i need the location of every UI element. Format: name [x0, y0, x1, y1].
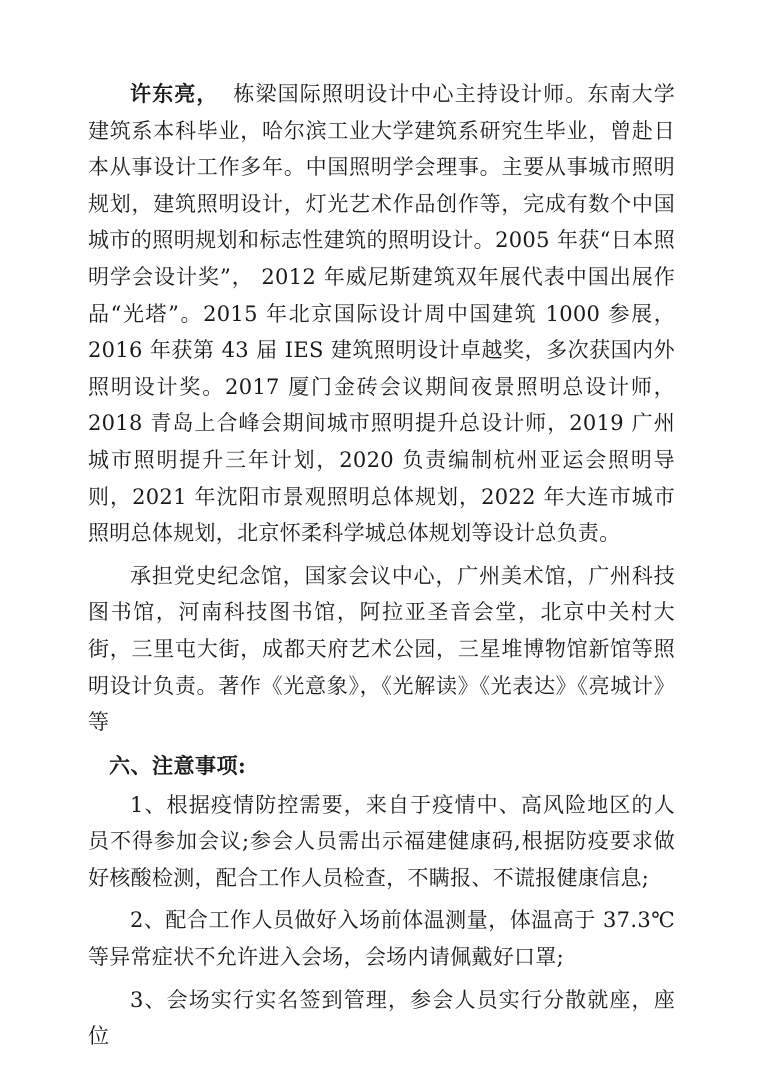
- projects-paragraph: 承担党史纪念馆，国家会议中心，广州美术馆，广州科技图书馆，河南科技图书馆，阿拉亚圣音会堂，北京中关村大街，三里屯大街，成都天府艺术公园，三星堆博物馆新馆等照明设计负责。著作《光意象》，《光解读》《光表达》《亮城计》等: [88, 563, 675, 735]
- section-heading: 六、注意事项:: [109, 752, 247, 778]
- bio-text: 栋梁国际照明设计中心主持设计师。东南大学建筑系本科毕业，哈尔滨工业大学建筑系研究生毕业，曾赴日本从事设计工作多年。中国照明学会理事。主要从事城市照明规划，建筑照明设计，灯光艺术作品创作等，完成有数个中国城市的照明规划和标志性建筑的照明设计。2005 年获“日本照明学会设计奖”， 2012 年威尼斯建筑双年展代表中国出展作品“光塔”。2015 年北京国际设计周中国建筑 1000 参展，2016 年获第 43 届 IES 建筑照明设计卓越奖，多次获国内外照明设计奖。2017 厦门金砖会议期间夜景照明总设计师，2018 青岛上合峰会期间城市照明提升总设计师，2019 广州城市照明提升三年计划，2020 负责编制杭州亚运会照明导则，2021 年沈阳市景观照明总体规划，2022 年大连市城市照明总体规划，北京怀柔科学城总体规划等设计总负责。: [88, 82, 675, 546]
- notice-item-3: 3、会场实行实名签到管理，参会人员实行分散就座，座位: [88, 987, 675, 1049]
- notice-item-2: 2、配合工作人员做好入场前体温测量，体温高于 37.3℃等异常症状不允许进入会场，会场内请佩戴好口罩;: [88, 908, 675, 970]
- person-name: 许东亮，: [130, 81, 219, 106]
- bio-paragraph: [88, 76, 675, 552]
- notice-item-1: 1、根据疫情防控需要，来自于疫情中、高风险地区的人员不得参加会议;参会人员需出示福建健康码,根据防疫要求做好核酸检测，配合工作人员检查，不瞒报、不谎报健康信息;: [88, 792, 675, 890]
